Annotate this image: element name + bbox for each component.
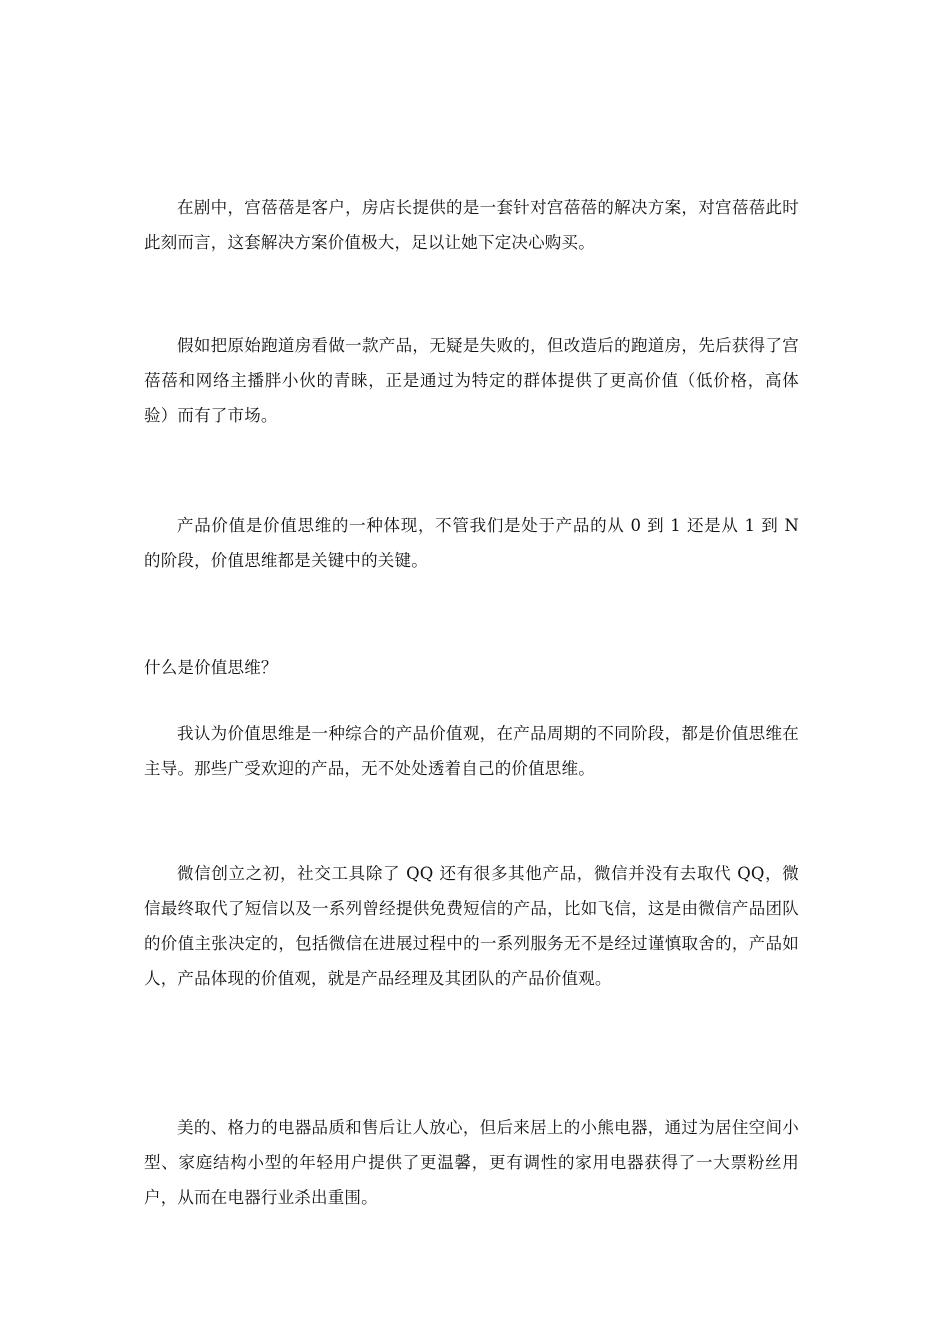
- paragraph-product-value: 产品价值是价值思维的一种体现，不管我们是处于产品的从 0 到 1 还是从 1 到 N 的阶段，价值思维都是关键中的关键。: [144, 516, 799, 570]
- paragraph-value-thinking: 我认为价值思维是一种综合的产品价值观，在产品周期的不同阶段，都是价值思维在主导。那些广受欢迎的产品，无不处处透着自己的价值思维。: [144, 724, 799, 778]
- paragraph-client-solution: 在剧中，宫蓓蓓是客户，房店长提供的是一套针对宫蓓蓓的解决方案，对宫蓓蓓此时此刻而言，这套解决方案价值极大，足以让她下定决心购买。: [144, 198, 799, 252]
- paragraph-wechat: 微信创立之初，社交工具除了 QQ 还有很多其他产品，微信并没有去取代 QQ，微信最终取代了短信以及一系列曾经提供免费短信的产品，比如飞信，这是由微信产品团队的价值主张决定的，包括微信在进展过程中的一系列服务无不是经过谨慎取舍的，产品如人，产品体现的价值观，就是产品经理及其团队的产品价值观。: [144, 864, 799, 988]
- paragraph-bear-appliances: 美的、格力的电器品质和售后让人放心，但后来居上的小熊电器，通过为居住空间小型、家庭结构小型的年轻用户提供了更温馨，更有调性的家用电器获得了一大票粉丝用户，从而在电器行业杀出重围。: [144, 1118, 799, 1207]
- section-heading: 什么是价值思维？: [144, 658, 278, 677]
- paragraph-runway-room: 假如把原始跑道房看做一款产品，无疑是失败的，但改造后的跑道房，先后获得了宫蓓蓓和网络主播胖小伙的青睐，正是通过为特定的群体提供了更高价值（低价格，高体验）而有了市场。: [144, 336, 799, 425]
